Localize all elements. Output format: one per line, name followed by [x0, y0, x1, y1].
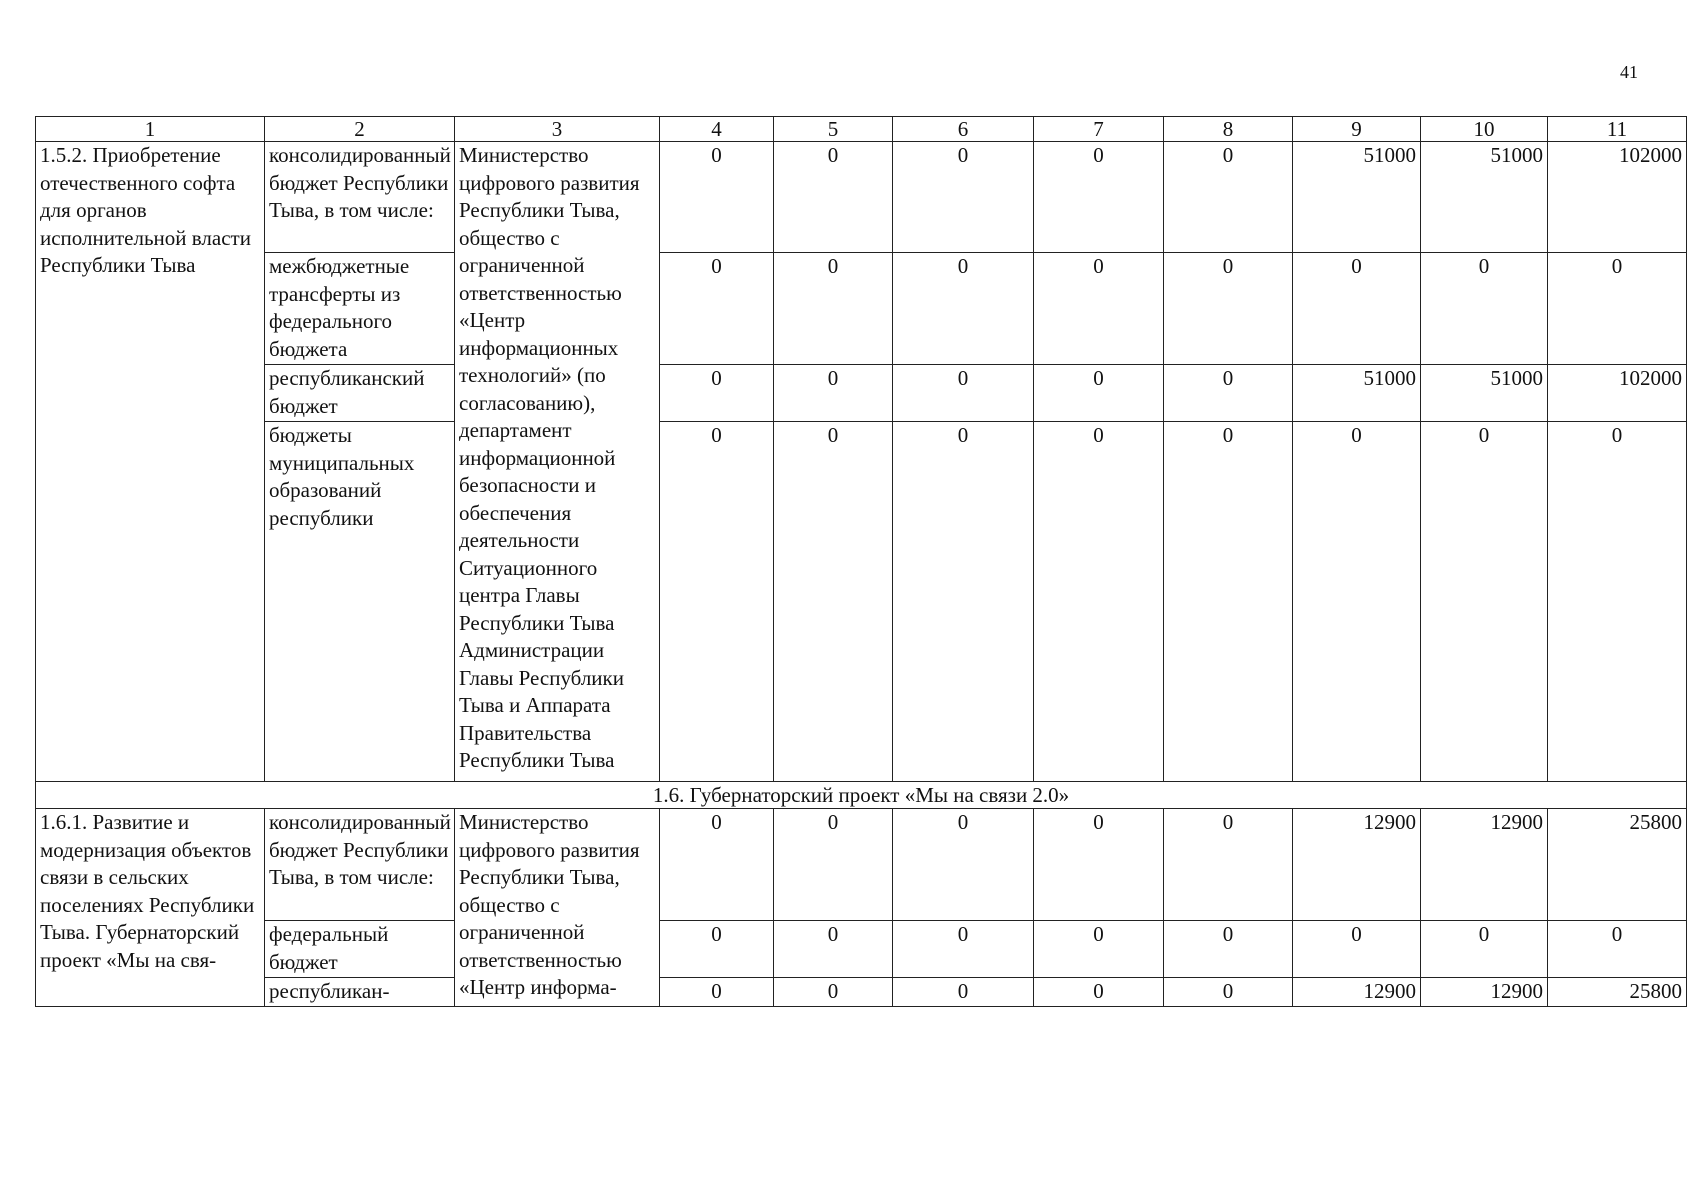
value-cell: 0: [774, 422, 893, 782]
funding-source: межбюджетные трансферты из федерального бюджета: [265, 253, 455, 365]
page-number: 41: [1620, 62, 1638, 82]
table-row: [36, 422, 1687, 782]
value-cell: 0: [1164, 809, 1293, 921]
value-cell: 102000: [1548, 365, 1687, 422]
value-cell: 0: [893, 809, 1034, 921]
column-number-row: [36, 117, 1687, 142]
column-number: 5: [774, 117, 893, 142]
value-cell: 0: [1164, 253, 1293, 365]
column-number: 11: [1548, 117, 1687, 142]
column-number: 3: [455, 117, 660, 142]
value-cell: 0: [1548, 921, 1687, 978]
value-cell: 0: [1293, 253, 1421, 365]
funding-source: консолидированный бюджет Республики Тыва, в том числе:: [265, 142, 455, 253]
value-cell: 0: [1293, 422, 1421, 782]
table-row: [36, 253, 1687, 365]
table-row: [36, 978, 1687, 1007]
value-cell: 0: [1548, 422, 1687, 782]
value-cell: 0: [1421, 921, 1548, 978]
funding-source: консолидированный бюджет Республики Тыва, в том числе:: [265, 809, 455, 921]
value-cell: 0: [774, 142, 893, 253]
value-cell: 0: [774, 921, 893, 978]
value-cell: 51000: [1293, 142, 1421, 253]
column-number: 6: [893, 117, 1034, 142]
value-cell: 0: [660, 978, 774, 1007]
value-cell: 51000: [1421, 365, 1548, 422]
value-cell: 0: [1034, 365, 1164, 422]
value-cell: 0: [774, 978, 893, 1007]
budget-table: [35, 116, 1687, 1007]
value-cell: 0: [1164, 978, 1293, 1007]
value-cell: 12900: [1293, 809, 1421, 921]
column-number: 1: [36, 117, 265, 142]
funding-source: республикан-: [265, 978, 455, 1007]
value-cell: 0: [1164, 921, 1293, 978]
value-cell: 12900: [1421, 809, 1548, 921]
value-cell: 0: [893, 978, 1034, 1007]
value-cell: 0: [660, 365, 774, 422]
value-cell: 0: [1034, 978, 1164, 1007]
value-cell: 0: [1034, 921, 1164, 978]
value-cell: 0: [1421, 422, 1548, 782]
measure-name: 1.5.2. Приобретение отечественного софта для органов исполнительной власти Республики Тыва: [36, 142, 265, 782]
value-cell: 0: [660, 921, 774, 978]
value-cell: 0: [893, 142, 1034, 253]
value-cell: 0: [893, 422, 1034, 782]
measure-name: 1.6.1. Развитие и модернизация объектов связи в сельских поселениях Республики Тыва. Губернаторский проект «Мы на свя-: [36, 809, 265, 1007]
value-cell: 51000: [1293, 365, 1421, 422]
value-cell: 0: [893, 365, 1034, 422]
value-cell: 0: [660, 422, 774, 782]
value-cell: 25800: [1548, 978, 1687, 1007]
value-cell: 0: [774, 365, 893, 422]
column-number: 4: [660, 117, 774, 142]
value-cell: 0: [1034, 142, 1164, 253]
table-row: [36, 142, 1687, 253]
value-cell: 12900: [1293, 978, 1421, 1007]
column-number: 8: [1164, 117, 1293, 142]
value-cell: 0: [1034, 253, 1164, 365]
value-cell: 0: [1293, 921, 1421, 978]
column-number: 7: [1034, 117, 1164, 142]
value-cell: 0: [774, 809, 893, 921]
value-cell: 0: [1421, 253, 1548, 365]
table-row: [36, 809, 1687, 921]
value-cell: 0: [660, 253, 774, 365]
funding-source: федеральный бюджет: [265, 921, 455, 978]
value-cell: 0: [774, 253, 893, 365]
executor-cell: Министерство цифрового развития Республики Тыва, общество с ограниченной ответственностью «Центр информа-: [455, 809, 660, 1007]
column-number: 10: [1421, 117, 1548, 142]
executor-cell: Министерство цифрового развития Республики Тыва, общество с ограниченной ответственностью «Центр информационных технологий» (по согласованию), департамент информационной безопасности и обеспечения деятельности Ситуационного центра Главы Республики Тыва Администрации Главы Республики Тыва и Аппарата Правительства Республики Тыва: [455, 142, 660, 782]
table-row: [36, 921, 1687, 978]
funding-source: бюджеты муниципальных образований республики: [265, 422, 455, 782]
section-title: 1.6. Губернаторский проект «Мы на связи 2.0»: [36, 782, 1687, 809]
funding-source: республиканский бюджет: [265, 365, 455, 422]
value-cell: 51000: [1421, 142, 1548, 253]
value-cell: 0: [660, 142, 774, 253]
value-cell: 0: [1164, 365, 1293, 422]
column-number: 2: [265, 117, 455, 142]
value-cell: 0: [1548, 253, 1687, 365]
value-cell: 0: [1164, 142, 1293, 253]
value-cell: 0: [660, 809, 774, 921]
value-cell: 0: [1034, 422, 1164, 782]
value-cell: 12900: [1421, 978, 1548, 1007]
value-cell: 0: [1164, 422, 1293, 782]
value-cell: 0: [893, 921, 1034, 978]
value-cell: 0: [1034, 809, 1164, 921]
section-row: [36, 782, 1687, 809]
column-number: 9: [1293, 117, 1421, 142]
table-row: [36, 365, 1687, 422]
value-cell: 102000: [1548, 142, 1687, 253]
value-cell: 25800: [1548, 809, 1687, 921]
value-cell: 0: [893, 253, 1034, 365]
